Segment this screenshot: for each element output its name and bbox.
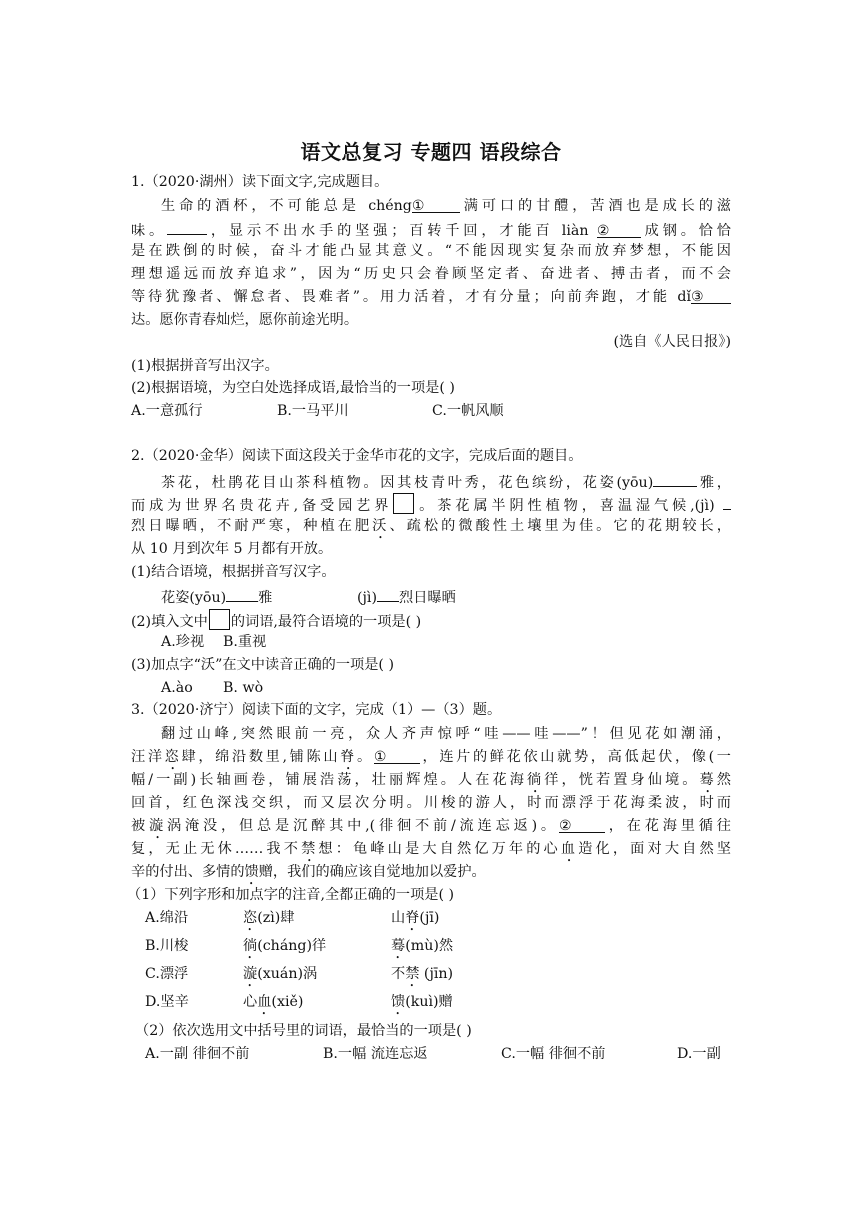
q3-heading: 3.（2020·济宁）阅读下面的文字，完成（1）—（3）题。 [131, 702, 502, 718]
q3-passage-line: 回首，红色深浅交织，而又层次分明。川梭的游人，时而漂浮于花海柔波，时而 [131, 795, 731, 811]
q1-option-c: C.一帆风顺 [432, 403, 504, 419]
q2-box-blank [393, 493, 414, 514]
q3-blank-2: ② [559, 816, 605, 833]
q1-subquestion-1: (1)根据拼音写出汉字。 [131, 358, 279, 374]
q3-option-row-c-c: 不禁 (jīn) [391, 966, 454, 982]
q1-subquestion-2: (2)根据语境，为空白处选择成语,最恰当的一项是( ) [131, 380, 455, 396]
q1-passage-line: 是在跌倒的时候，奋斗才能凸显其意义。“不能因现实复杂而放弃梦想，不能因 [131, 243, 731, 259]
q2-s1-item-b: (jì) 烈日曝晒 [357, 585, 456, 608]
q1-passage-line: 等待犹豫者、懈怠者、畏难者”。用力活着，才有分量；向前奔跑，才能 dǐ③ [131, 287, 731, 307]
q2-s2-option-a: A.珍视 [161, 634, 205, 650]
q2-heading: 2.（2020·金华）阅读下面这段关于金华市花的文字，完成后面的题目。 [131, 448, 583, 464]
q3-s2-option-c: C.一幅 徘徊不前 [501, 1046, 606, 1062]
q1-blank-3: ③ [691, 287, 731, 304]
q3-subquestion-1: （1）下列字形和加点字的注音,全都正确的一项是( ) [127, 887, 455, 903]
q1-passage-line: 生命的酒杯，不可能总是 chéng① 满可口的甘醴，苦酒也是成长的滋 [161, 198, 731, 214]
q1-idiom-blank [167, 218, 207, 235]
q3-option-row-b-c: 蓦(mù)然 [391, 938, 454, 954]
q3-option-row-c-b: 漩(xuán)涡 [243, 966, 318, 982]
q3-option-row-c: C.漂浮 [145, 966, 189, 982]
q2-s3-option-a: A.ào [161, 680, 193, 696]
q1-blank-2: ② [597, 221, 641, 238]
q2-subquestion-3: (3)加点字“沃”在文中读音正确的一项是( ) [131, 657, 394, 673]
q3-option-row-a-b: 恣(zì)肆 [243, 910, 295, 926]
q2-s3-option-b: B. wò [223, 680, 264, 696]
q1-passage-line: 味。 ，显示不出水手的坚强；百转千回，才能百 liàn ② 成钢。恰恰 [131, 218, 731, 241]
q3-passage-line: 汪洋恣肆，绵沿数里,铺陈山脊。① ，连片的鲜花依山就势，高低起伏，像(一 [131, 749, 731, 765]
q2-passage-line: 从 10 月到次年 5 月都有开放。 [131, 541, 333, 557]
q1-passage-line: 理想遥远而放弃追求”，因为“历史只会眷顾坚定者、奋进者、搏击者，而不会 [131, 266, 731, 282]
q2-passage-line: 茶花，杜鹃花目山茶科植物。因其枝青叶秀，花色缤纷，花姿(yōu) 雅， [161, 470, 731, 493]
q2-subquestion-2: (2)填入文中 的词语,最符合语境的一项是( ) [131, 609, 421, 632]
q3-option-row-a-c: 山脊(jī) [391, 910, 440, 926]
q1-blank-1: ① [412, 196, 460, 213]
q2-blank-ji [723, 493, 731, 510]
q3-option-row-a: A.绵沿 [145, 910, 189, 926]
q2-passage-line: 而成为世界名贵花卉,备受园艺界 。茶花属半阴性植物，喜温湿气候,(jì) [131, 493, 731, 516]
q3-passage-line: 辛的付出、多情的馈赠，我们的确应该自觉地加以爱护。 [131, 864, 486, 880]
q3-option-row-b: B.川梭 [145, 938, 189, 954]
q2-s2-option-b: B.重视 [223, 634, 267, 650]
q3-blank-1: ① [374, 747, 420, 764]
q3-option-row-d: D.坚辛 [145, 994, 189, 1010]
q2-s1-item-a: 花姿(yōu) 雅 [161, 585, 272, 608]
q3-s2-option-b: B.一幅 流连忘返 [323, 1046, 428, 1062]
q1-source: (选自《人民日报》) [613, 334, 731, 350]
q3-passage-line: 幅/一副)长轴画卷，铺展浩荡，壮丽辉煌。人在花海徜徉，恍若置身仙境。蓦然 [131, 772, 731, 788]
q3-option-row-b-b: 徜(cháng)徉 [243, 938, 327, 954]
q2-blank-you [653, 470, 697, 487]
q1-option-a: A.一意孤行 [131, 403, 203, 419]
q3-subquestion-2: （2）依次选用文中括号里的词语，最恰当的一项是( ) [135, 1023, 472, 1039]
q2-subquestion-1: (1)结合语境，根据拼音写汉字。 [131, 564, 336, 580]
q3-passage-line: 翻过山峰,突然眼前一亮，众人齐声惊呼“哇——哇——”！但见花如潮涌， [161, 726, 731, 742]
q1-heading: 1.（2020·湖州）读下面文字,完成题目。 [131, 174, 389, 190]
q3-s2-option-d: D.一副 [677, 1046, 721, 1062]
q3-s2-option-a: A.一副 徘徊不前 [145, 1046, 250, 1062]
q1-passage-line: 达。愿你青春灿烂，愿你前途光明。 [131, 312, 359, 328]
q3-option-row-d-c: 馈(kuì)赠 [391, 994, 453, 1010]
q3-option-row-d-b: 心血(xiě) [243, 994, 304, 1010]
page-title: 语文总复习 专题四 语段综合 [300, 140, 562, 164]
q2-passage-line: 烈日曝晒，不耐严寒，种植在肥沃、疏松的微酸性土壤里为佳。它的花期较长， [131, 518, 731, 534]
q1-option-b: B.一马平川 [277, 403, 349, 419]
q3-passage-line: 复，无止无休……我不禁想：龟峰山是大自然亿万年的心血造化，面对大自然坚 [131, 841, 731, 857]
q3-passage-line: 被漩涡淹没，但总是沉醉其中,(徘徊不前/流连忘返)。② ，在花海里循往 [131, 818, 731, 834]
